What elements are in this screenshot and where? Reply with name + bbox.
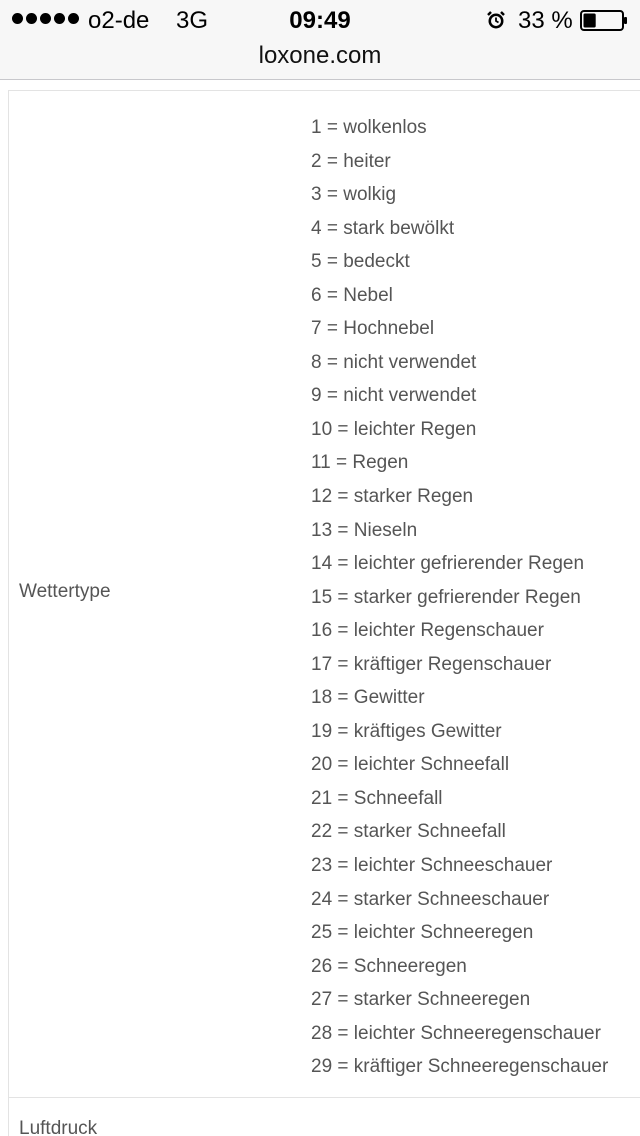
list-item: 14 = leichter gefrierender Regen	[311, 553, 585, 575]
alarm-clock-icon	[486, 10, 506, 30]
list-item: 29 = kräftiger Schneeregenschauer	[311, 1056, 609, 1078]
row-label-luftdruck: Luftdruck	[19, 1118, 98, 1136]
list-item: 25 = leichter Schneeregen	[311, 922, 534, 944]
list-item: 15 = starker gefrierender Regen	[311, 586, 581, 608]
list-item: 27 = starker Schneeregen	[311, 989, 531, 1011]
list-item: 4 = stark bewölkt	[311, 217, 455, 239]
list-item: 28 = leichter Schneeregenschauer	[311, 1022, 601, 1044]
list-item: 9 = nicht verwendet	[311, 385, 477, 407]
list-item: 2 = heiter	[311, 150, 391, 172]
list-item: 8 = nicht verwendet	[311, 351, 477, 373]
row-label-wettertype: Wettertype	[19, 581, 111, 602]
list-item: 5 = bedeckt	[311, 251, 410, 273]
list-item: 17 = kräftiger Regenschauer	[311, 653, 552, 675]
list-item: 1 = wolkenlos	[311, 117, 427, 138]
page-content	[0, 80, 640, 1136]
list-item: 16 = leichter Regenschauer	[311, 620, 544, 642]
list-item: 26 = Schneeregen	[311, 955, 467, 977]
table-row-wettertype	[9, 91, 640, 1098]
url-text[interactable]: loxone.com	[258, 42, 382, 69]
list-item: 24 = starker Schneeschauer	[311, 888, 550, 910]
weather-type-list	[311, 111, 608, 1084]
list-item: 19 = kräftiges Gewitter	[311, 720, 502, 742]
status-time: 09:49	[289, 7, 351, 34]
list-item: 6 = Nebel	[311, 284, 393, 306]
list-item: 10 = leichter Regen	[311, 418, 477, 440]
list-item: 21 = Schneefall	[311, 787, 443, 809]
network-type: 3G	[176, 7, 209, 34]
status-bar	[0, 0, 640, 40]
list-item: 20 = leichter Schneefall	[311, 754, 510, 776]
carrier-name: o2-de	[88, 7, 150, 34]
battery-icon	[580, 10, 628, 31]
weather-data-table	[8, 90, 640, 1136]
list-item: 7 = Hochnebel	[311, 318, 435, 340]
battery-percent: 33 %	[518, 7, 573, 34]
list-item: 23 = leichter Schneeschauer	[311, 855, 553, 877]
list-item: 12 = starker Regen	[311, 486, 474, 508]
list-item: 11 = Regen	[311, 452, 409, 474]
list-item: 18 = Gewitter	[311, 687, 425, 709]
list-item: 22 = starker Schneefall	[311, 821, 506, 843]
address-bar[interactable]	[0, 40, 640, 80]
list-item: 3 = wolkig	[311, 184, 397, 206]
table-row-luftdruck	[9, 1098, 640, 1136]
list-item: 13 = Nieseln	[311, 519, 418, 541]
